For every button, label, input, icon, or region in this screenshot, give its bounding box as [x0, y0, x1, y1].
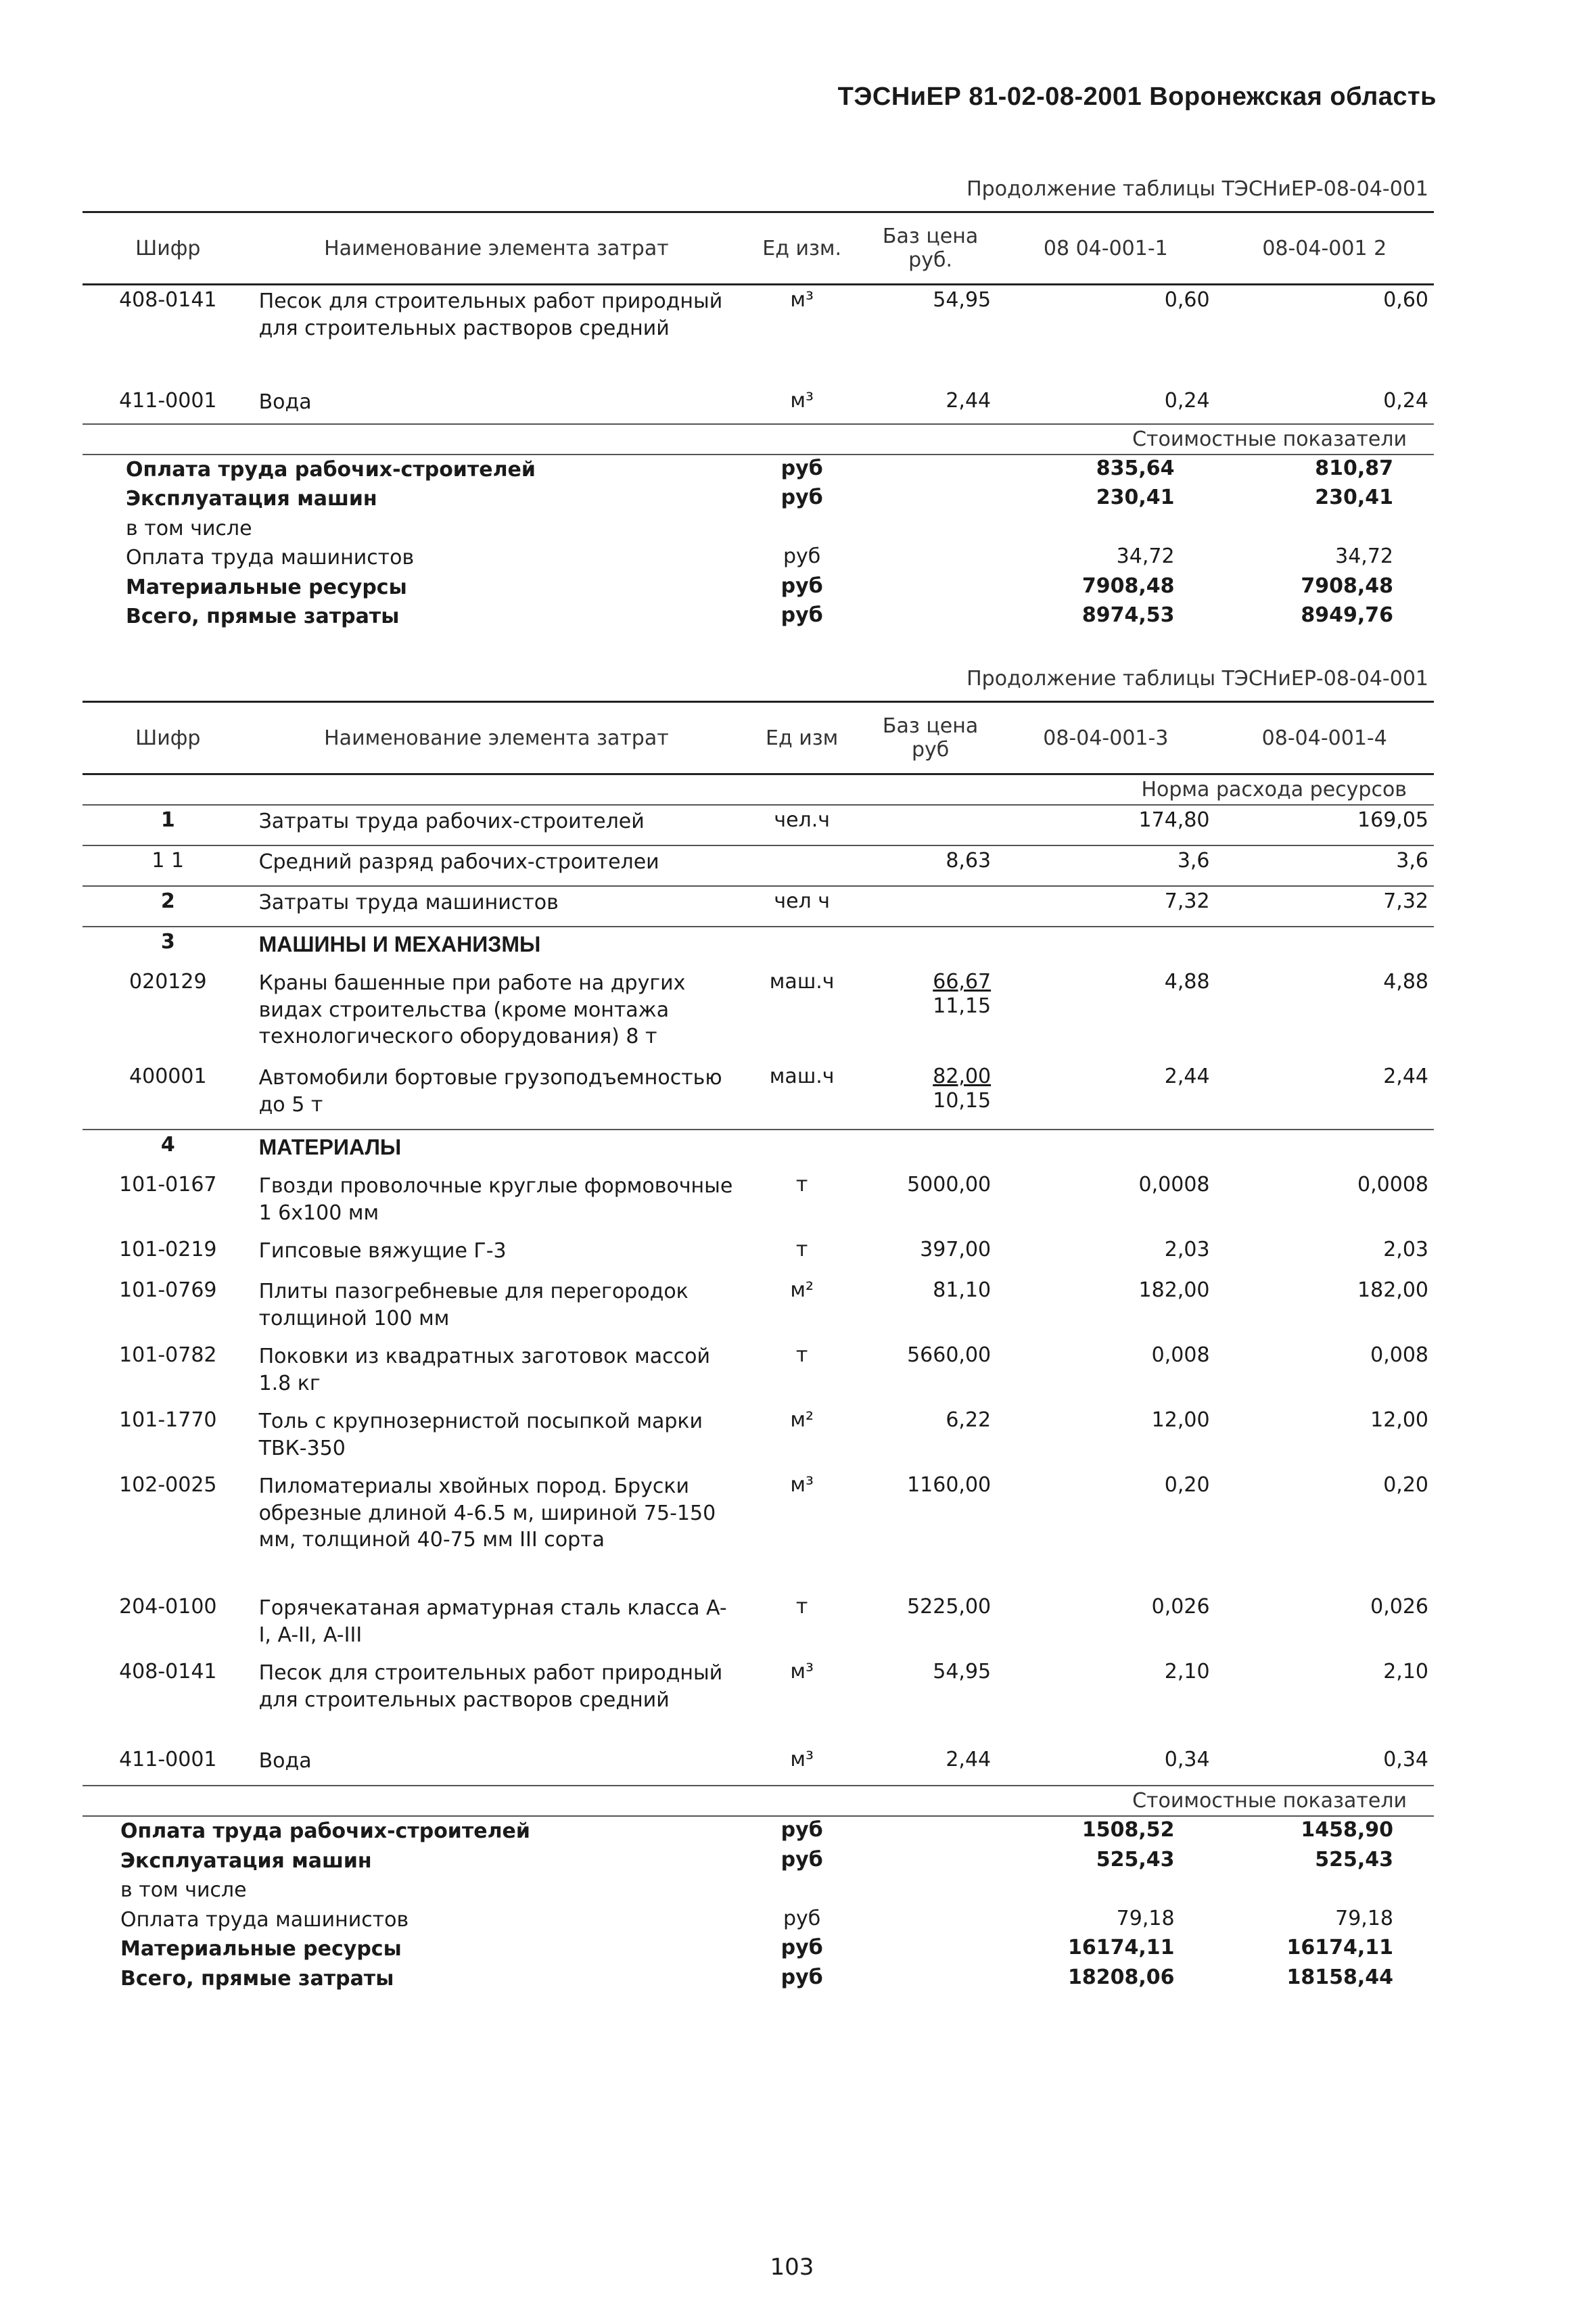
cost-value-1: 8974,53	[1081, 603, 1175, 628]
row-unit	[739, 845, 864, 886]
resource-table-2	[83, 701, 1434, 1994]
row-value-1: 2,10	[1164, 1660, 1210, 1683]
cost-unit: руб	[781, 1847, 823, 1872]
row-name: Толь с крупнозернистой посыпкой марки ТВК-350	[258, 1410, 703, 1460]
cost-unit	[739, 514, 864, 544]
table-header-row	[83, 212, 1434, 285]
row-value-2: 0,24	[1383, 388, 1428, 413]
row-name: Плиты пазогребневые для перегородок толщиной 100 мм	[258, 1280, 689, 1330]
row-price: 1160,00	[907, 1473, 992, 1497]
row-price: 2,44	[946, 388, 992, 413]
row-price: 5225,00	[907, 1595, 992, 1619]
cost-row	[83, 484, 1434, 514]
table-row	[83, 845, 1434, 886]
row-unit: м²	[790, 1408, 814, 1432]
price-denominator: 10,15	[933, 1089, 992, 1113]
row-value-1: 0,026	[1151, 1595, 1210, 1619]
row-unit: т	[795, 1595, 808, 1619]
cost-row	[83, 455, 1434, 485]
row-value-2: 0,60	[1383, 288, 1428, 312]
table-caption: Продолжение таблицы ТЭСНиЕР-08-04-001	[966, 667, 1428, 691]
row-name: Пиломатериалы хвойных пород. Бруски обрезные длиной 4-6.5 м, шириной 75-150 мм, толщиной 40-75 мм III сорта	[258, 1474, 716, 1552]
row-value-1: 182,00	[1138, 1278, 1210, 1302]
cost-name: Эксплуатация машин	[126, 487, 377, 511]
table-row	[83, 1170, 1434, 1235]
row-value-2: 4,88	[1383, 970, 1428, 994]
row-unit: маш.ч	[769, 970, 835, 994]
table-row	[83, 886, 1434, 927]
cost-value-2: 8949,76	[1301, 603, 1393, 628]
row-unit: м³	[790, 388, 814, 413]
cost-row	[83, 514, 1434, 544]
cost-value-1: 34,72	[1116, 544, 1175, 569]
table-row	[83, 1592, 1434, 1657]
row-code: 204-0100	[119, 1595, 217, 1619]
price-fraction	[933, 970, 991, 1019]
table-row	[83, 1405, 1434, 1470]
cost-row	[83, 1905, 1434, 1935]
cost-name: Оплата труда машинистов	[120, 1907, 409, 1932]
cost-value-1: 1508,52	[1081, 1818, 1175, 1842]
row-name: Вода	[258, 1749, 312, 1773]
row-value-2: 2,03	[1383, 1238, 1428, 1261]
col-unit-header: Ед изм	[739, 702, 864, 774]
cost-value-1: 79,18	[1116, 1906, 1175, 1930]
table-row	[83, 1657, 1434, 1745]
table-row	[83, 1276, 1434, 1341]
row-price	[864, 805, 996, 845]
row-price	[864, 886, 996, 927]
row-code: 408-0141	[119, 288, 217, 312]
row-name: Автомобили бортовые грузоподъемностью до 5 т	[258, 1066, 722, 1117]
cost-value-2	[1215, 514, 1434, 544]
cost-value-1: 7908,48	[1081, 574, 1175, 598]
row-name: Поковки из квадратных заготовок массой 1.8 кг	[258, 1345, 711, 1395]
row-value-2: 12,00	[1370, 1408, 1428, 1432]
row-name: Вода	[258, 390, 312, 414]
row-name: Горячекатаная арматурная сталь класса A-I, A-II, A-III	[258, 1596, 727, 1647]
norm-section-label: Норма расхода ресурсов	[83, 774, 1434, 806]
cost-value-1: 18208,06	[1068, 1965, 1175, 1989]
cost-unit: руб	[783, 544, 821, 569]
table-header-row	[83, 702, 1434, 774]
row-unit: т	[795, 1173, 808, 1196]
row-price: 2,44	[946, 1748, 992, 1771]
table-row	[83, 1470, 1434, 1592]
cost-value-2: 525,43	[1315, 1847, 1393, 1872]
row-code: 020129	[129, 970, 207, 994]
cost-value-1: 835,64	[1096, 456, 1175, 480]
row-value-2: 2,10	[1383, 1660, 1428, 1683]
price-numerator: 66,67	[933, 970, 992, 994]
row-unit: м³	[790, 1748, 814, 1771]
table-row	[83, 1062, 1434, 1130]
cost-unit: руб	[781, 456, 823, 480]
cost-row	[83, 602, 1434, 632]
row-code: 2	[83, 886, 254, 927]
col-variant-1-header: 08 04-001-1	[996, 212, 1215, 285]
row-name: Затраты труда машинистов	[254, 886, 740, 927]
row-name: Гипсовые вяжущие Г-3	[258, 1239, 507, 1263]
row-value-1: 2,03	[1164, 1238, 1210, 1261]
row-code: 101-0782	[119, 1343, 217, 1367]
row-name: Гвозди проволочные круглые формовочные 1 6х100 мм	[258, 1174, 733, 1225]
row-unit: м³	[790, 288, 814, 312]
row-name: Средний разряд рабочих-строителеи	[254, 845, 740, 886]
col-code-header: Шифр	[83, 212, 254, 285]
row-name: Краны башенные при работе на других видах строительства (кроме монтажа технологического оборудования) 8 т	[258, 971, 686, 1049]
cost-row	[83, 1964, 1434, 1994]
cost-unit: руб	[783, 1906, 821, 1930]
document-title: ТЭСНиЕР 81-02-08-2001 Воронежская область	[837, 83, 1437, 111]
row-unit: м²	[790, 1278, 814, 1302]
cost-value-2: 16174,11	[1286, 1936, 1393, 1960]
cost-value-2: 810,87	[1315, 456, 1393, 480]
cost-value-2: 1458,90	[1301, 1818, 1393, 1842]
group-name: МАШИНЫ И МЕХАНИЗМЫ	[254, 927, 740, 967]
row-unit: т	[795, 1238, 808, 1261]
row-price: 54,95	[933, 288, 992, 312]
row-code: 101-0769	[119, 1278, 217, 1302]
cost-row	[83, 1876, 1434, 1905]
row-unit: чел ч	[739, 886, 864, 927]
row-value-2: 7,32	[1215, 886, 1434, 927]
cost-value-2: 79,18	[1335, 1906, 1393, 1930]
cost-name: Всего, прямые затраты	[120, 1966, 394, 1991]
row-value-2: 0,008	[1370, 1343, 1428, 1367]
row-value-2: 0,0008	[1357, 1173, 1428, 1196]
cost-name: Оплата труда рабочих-строителей	[126, 457, 536, 482]
row-price: 81,10	[933, 1278, 992, 1302]
row-code: 102-0025	[119, 1473, 217, 1497]
cost-value-2	[1215, 1876, 1434, 1905]
row-value-2: 0,20	[1383, 1473, 1428, 1497]
row-code: 411-0001	[119, 388, 217, 413]
row-value-1: 4,88	[1164, 970, 1210, 994]
row-value-2: 169,05	[1357, 808, 1428, 832]
col-price-header: Баз цена руб	[864, 702, 996, 774]
cost-unit: руб	[781, 486, 823, 510]
row-value-2: 182,00	[1357, 1278, 1428, 1302]
col-variant-4-header: 08-04-001-4	[1215, 702, 1434, 774]
cost-value-2: 34,72	[1335, 544, 1393, 569]
cost-row	[83, 543, 1434, 573]
row-value-1: 0,60	[1164, 288, 1210, 312]
row-unit: м³	[790, 1660, 814, 1683]
cost-value-1	[996, 514, 1215, 544]
row-code: 101-0167	[119, 1173, 217, 1196]
table-row	[83, 285, 1434, 386]
group-row	[83, 1130, 1434, 1170]
cost-name: Материальные ресурсы	[126, 575, 407, 599]
cost-section-label: Стоимостные показатели	[83, 1786, 1434, 1816]
row-value-1: 174,80	[1138, 808, 1210, 832]
col-price-header: Баз цена руб.	[864, 212, 996, 285]
row-code: 101-0219	[119, 1238, 217, 1261]
cost-value-2: 18158,44	[1286, 1965, 1393, 1989]
group-name: МАТЕРИАЛЫ	[254, 1130, 740, 1170]
cost-unit: руб	[781, 1936, 823, 1960]
cost-value-1	[996, 1876, 1215, 1905]
cost-name: Оплата труда рабочих-строителей	[120, 1819, 530, 1843]
row-code: 101-1770	[119, 1408, 217, 1432]
row-value-1: 0,20	[1164, 1473, 1210, 1497]
row-value-1: 12,00	[1151, 1408, 1210, 1432]
row-name: Песок для строительных работ природный для строительных растворов средний	[258, 289, 723, 340]
cost-name: Эксплуатация машин	[120, 1849, 372, 1873]
row-unit: т	[795, 1343, 808, 1367]
row-value-1: 0,24	[1164, 388, 1210, 413]
cost-unit: руб	[781, 1965, 823, 1989]
col-code-header: Шифр	[83, 702, 254, 774]
row-price	[864, 967, 996, 1062]
row-value-1: 0,0008	[1138, 1173, 1210, 1196]
cost-row	[83, 1846, 1434, 1876]
col-variant-2-header: 08-04-001 2	[1215, 212, 1434, 285]
cost-unit: руб	[781, 574, 823, 598]
cost-unit: руб	[781, 1818, 823, 1842]
norm-section-header	[83, 774, 1434, 806]
col-name-header: Наименование элемента затрат	[254, 702, 740, 774]
cost-value-1: 230,41	[1096, 486, 1175, 510]
group-row	[83, 927, 1434, 967]
row-unit: м³	[790, 1473, 814, 1497]
table-row	[83, 967, 1434, 1062]
row-price	[864, 1062, 996, 1130]
group-code: 4	[83, 1130, 254, 1170]
cost-value-2: 7908,48	[1301, 574, 1393, 598]
cost-name: Всего, прямые затраты	[126, 605, 400, 629]
cost-section-header	[83, 1786, 1434, 1816]
row-price: 5000,00	[907, 1173, 992, 1196]
row-value-1: 7,32	[996, 886, 1215, 927]
page-number: 103	[770, 2254, 814, 2281]
cost-unit: руб	[781, 603, 823, 628]
row-code: 400001	[129, 1065, 207, 1088]
table-row	[83, 386, 1434, 424]
row-price: 397,00	[920, 1238, 992, 1261]
col-unit-header: Ед изм.	[739, 212, 864, 285]
row-value-2: 0,34	[1383, 1748, 1428, 1771]
cost-section-label: Стоимостные показатели	[83, 424, 1434, 455]
row-price: 8,63	[864, 845, 996, 886]
cost-value-2: 230,41	[1315, 486, 1393, 510]
row-value-1: 3,6	[996, 845, 1215, 886]
row-price: 6,22	[946, 1408, 992, 1432]
row-code: 411-0001	[119, 1748, 217, 1771]
row-code: 1 1	[83, 845, 254, 886]
cost-row	[83, 1816, 1434, 1846]
row-price: 5660,00	[907, 1343, 992, 1367]
cost-section-header	[83, 424, 1434, 455]
row-value-2: 3,6	[1215, 845, 1434, 886]
table-caption: Продолжение таблицы ТЭСНиЕР-08-04-001	[966, 177, 1428, 201]
row-code: 1	[160, 808, 175, 832]
table-row	[83, 1235, 1434, 1276]
price-numerator: 82,00	[933, 1065, 992, 1088]
row-name: Затраты труда рабочих-строителей	[258, 810, 645, 833]
resource-table-1	[83, 211, 1434, 632]
cost-unit	[739, 1876, 864, 1905]
group-code: 3	[83, 927, 254, 967]
cost-name: Оплата труда машинистов	[126, 546, 415, 570]
table-row	[83, 1341, 1434, 1405]
cost-name: в том числе	[120, 1878, 247, 1903]
row-value-2: 2,44	[1383, 1065, 1428, 1088]
cost-name: в том числе	[126, 516, 252, 540]
cost-value-1: 16174,11	[1068, 1936, 1175, 1960]
cost-row	[83, 1934, 1434, 1964]
row-code: 408-0141	[119, 1660, 217, 1683]
table-row	[83, 805, 1434, 845]
cost-value-1: 525,43	[1096, 1847, 1175, 1872]
col-variant-3-header: 08-04-001-3	[996, 702, 1215, 774]
table-row	[83, 1745, 1434, 1786]
cost-name: Материальные ресурсы	[120, 1937, 402, 1961]
price-denominator: 11,15	[933, 994, 992, 1018]
row-value-1: 2,44	[1164, 1065, 1210, 1088]
row-unit: маш.ч	[769, 1065, 835, 1088]
col-name-header: Наименование элемента затрат	[254, 212, 740, 285]
row-value-1: 0,008	[1151, 1343, 1210, 1367]
row-name: Песок для строительных работ природный для строительных растворов средний	[258, 1661, 723, 1712]
row-value-1: 0,34	[1164, 1748, 1210, 1771]
row-price: 54,95	[933, 1660, 992, 1683]
price-fraction	[933, 1065, 991, 1113]
cost-row	[83, 573, 1434, 603]
row-value-2: 0,026	[1370, 1595, 1428, 1619]
row-unit: чел.ч	[774, 808, 830, 832]
